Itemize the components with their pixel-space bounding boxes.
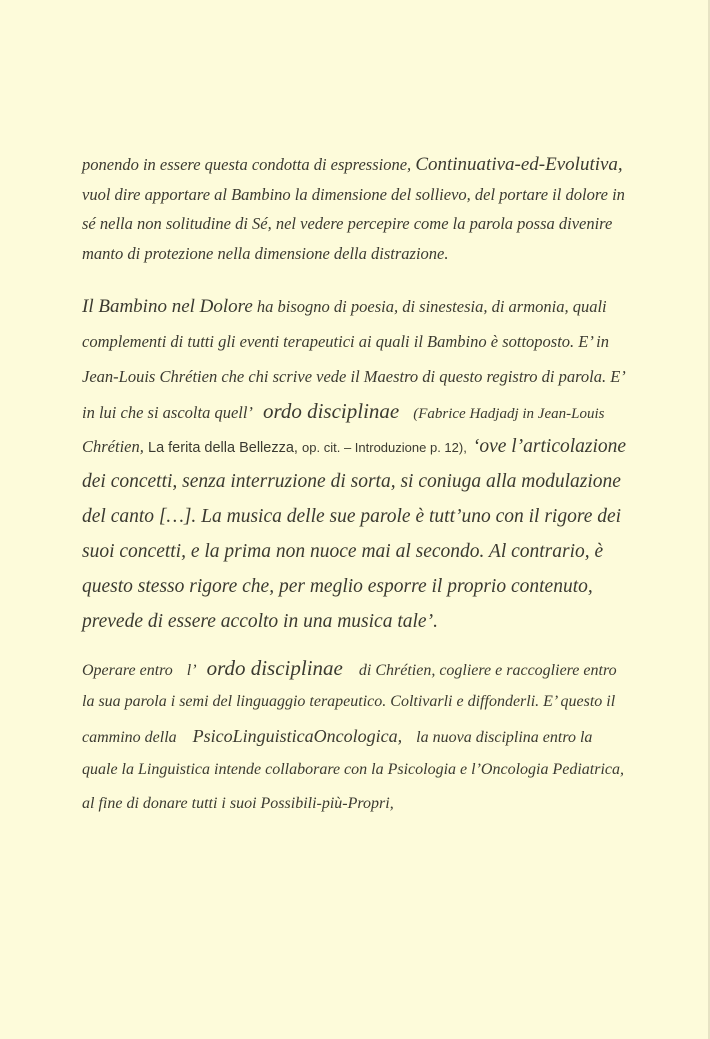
text-line: Jean-Louis Chrétien che chi scrive vede il Maestro di questo registro di parola. E’ <box>82 367 626 386</box>
paragraph-3 <box>82 651 638 821</box>
quote-line: suoi concetti, e la prima non nuoce mai al secondo. Al contrario, è <box>82 541 604 562</box>
text-line <box>82 429 638 464</box>
quote-line: del canto […]. La musica delle sue parole è tutt’uno con il rigore dei <box>82 506 622 527</box>
text-line: complementi di tutti gli eventi terapeutici ai quali il Bambino è sottoposto. E’ in <box>82 332 610 351</box>
quote-line: dei concetti, senza interruzione di sorta, si coniuga alla modulazione <box>82 471 621 492</box>
text-line: la sua parola i semi del linguaggio terapeutico. Coltivarli e diffonderli. E’ questo il <box>82 693 616 710</box>
emphasis-term: Continuativa-ed-Evolutiva, <box>415 154 623 175</box>
text-line: sé nella non solitudine di Sé, nel vedere percepire come la parola possa divenire <box>82 214 613 233</box>
citation-title: La ferita della Bellezza, <box>148 440 298 456</box>
quote-text: ‘ove l’articolazione <box>472 436 627 457</box>
text-span: in lui che si ascolta quell’ <box>82 403 253 422</box>
emphasis-term: PsicoLinguisticaOncologica, <box>192 726 403 746</box>
quote-line: prevede di essere accolto in una musica tale’. <box>82 611 438 632</box>
citation-author: (Fabrice Hadjadj in Jean-Louis <box>413 406 605 422</box>
text-span: cammino della <box>82 729 177 746</box>
text-span: Chrétien, <box>82 437 144 456</box>
emphasis-term: ordo disciplinae <box>206 656 343 680</box>
text-span: ponendo in essere questa condotta di espressione, <box>82 155 412 174</box>
text-line <box>82 289 638 324</box>
paragraph-1 <box>82 150 638 268</box>
emphasis-term: ordo disciplinae <box>262 399 400 423</box>
emphasis-term: Il Bambino nel Dolore <box>82 296 253 317</box>
text-line: quale la Linguistica intende collaborare con la Psicologia e l’Oncologia Pediatrica, <box>82 761 624 778</box>
text-line <box>82 394 638 429</box>
text-span: l’ <box>186 662 197 679</box>
citation-ref: op. cit. – Introduzione p. 12), <box>302 440 467 455</box>
text-line <box>82 150 638 180</box>
text-line: al fine di donare tutti i suoi Possibili-più-Propri, <box>82 795 394 812</box>
text-span: Operare entro <box>82 662 173 679</box>
text-span: la nuova disciplina entro la <box>416 729 593 746</box>
paragraph-2 <box>82 289 638 639</box>
text-span: di Chrétien, cogliere e raccogliere entro <box>358 662 617 679</box>
quote-line: questo stesso rigore che, per meglio esporre il proprio contenuto, <box>82 576 593 597</box>
text-span: ha bisogno di poesia, di sinestesia, di armonia, quali <box>256 297 607 316</box>
text-line: manto di protezione nella dimensione della distrazione. <box>82 243 449 263</box>
text-line: vuol dire apportare al Bambino la dimensione del sollievo, del portare il dolore in <box>82 184 625 204</box>
text-line <box>82 651 638 685</box>
text-line <box>82 719 638 753</box>
